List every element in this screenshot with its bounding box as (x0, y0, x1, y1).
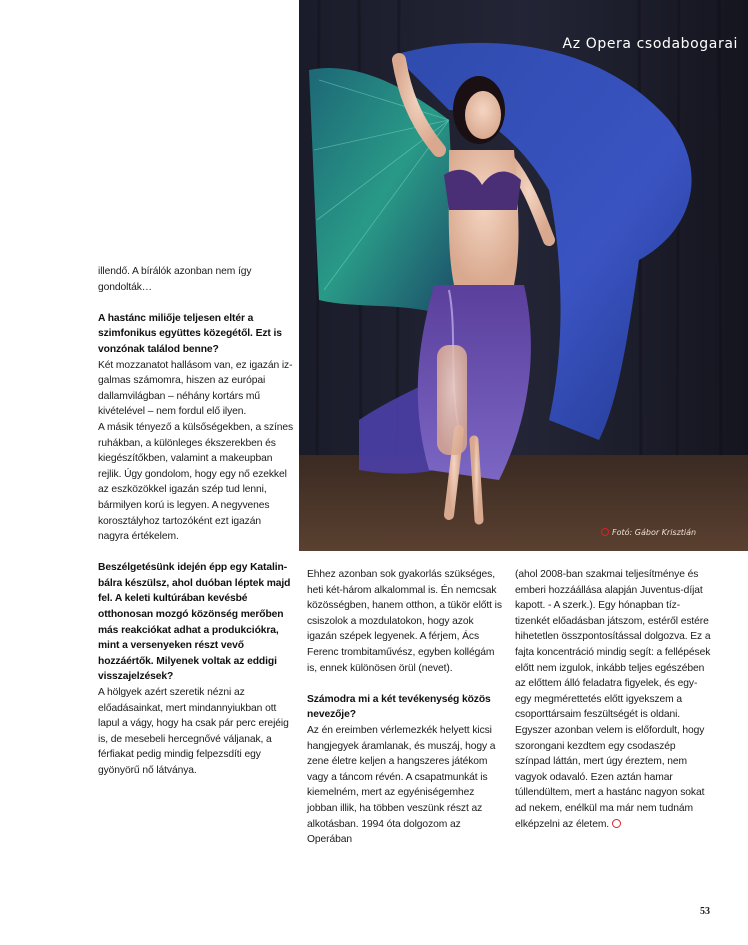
paragraph: A másik tényező a külsőségekben, a színes ruhákban, a különleges ékszerekben és kiegészítőkben, valamint a makeupban rejlik. Úgy gondolom, hogy egy nő ezekkel az eszközökkel igazán szép tud lenni, bármilyen korú is legyen. A negyvenes korosztályhoz tartozóként ezt igazán nagyra értékelem. (98, 421, 294, 543)
paragraph-gap (98, 295, 294, 311)
paragraph-gap (307, 676, 503, 692)
photo-credit (601, 528, 696, 537)
paragraph: Az én ereimben vérlemezkék helyett kicsi hangjegyek áramlanak, és muszáj, hogy a zene életre keljen a hangszeres játékom vagy a táncom révén. A csapatmunkát is kiemelném, mert az egyéniségemhez jobban illik, ha többen veszünk részt az alkotásban. 1994 óta dolgozom az Operában (307, 724, 496, 846)
interview-question: A hastánc miliője teljesen eltér a szimfonikus együttes közegétől. Ezt is vonzónak találod benne? (98, 312, 282, 355)
paragraph: illendő. A bírálók azonban nem így gondolták… (98, 266, 252, 293)
paragraph: (ahol 2008-ban szakmai teljesítménye és emberi hozzáállása alapján Juventus-díjat kapott. - A szerk.). Egy hónapban tíz-tizenkét előadásban játszom, estéről estére hihetetlen összpontosítással dolgozva. Ez a fajta koncentráció mindig segít: a fellépések előtt nem izgulok, inkább teljes egészében az előttem álló feladatra figyelek, és egy-egy megmérettetés előtt igyekszem a csoporttársaim feszültségét is oldani. Egyszer azonban velem is előfordult, hogy szorongani kezdtem egy csodaszép színpad láttán, mert úgy éreztem, nem vagyok odavaló. Ezen aztán hamar túllendültem, mert a hastánc nagyon sokat ad nekem, enélkül ma már nem tudnám elképzelni az életem. (515, 569, 711, 830)
photo (299, 0, 748, 551)
photo-credit-text: Fotó: Gábor Krisztián (612, 528, 697, 537)
page-number: 53 (700, 906, 710, 917)
article-column-3 (515, 567, 711, 832)
interview-question: Beszélgetésünk idején épp egy Katalin-bálra készülsz, ahol duóban léptek majd fel. A keleti kultúrában kevésbé otthonosan mozgó közönség merőben más reakciókat adhat a produkciókra, mint a versenyeken részt vevő hozzáértők. Milyenek voltak az eddigi visszajelzések? (98, 562, 291, 683)
article-column-2 (307, 567, 503, 848)
paragraph: A hölgyek azért szeretik nézni az előadásainkat, mert mindannyiukban ott lapul a vágy, hogy ha csak pár perc erejéig is, de mesebeli hercegnővé váljanak, a férfiakat pedig mindig felpezsdíti egy gyönyörű nő látványa. (98, 687, 289, 776)
dancer-photo-illustration (299, 0, 748, 551)
paragraph: Két mozzanatot hallásom van, ez igazán iz- galmas számomra, hiszen az európai dallamvilágban – néhány kortárs mű kivételével – nem fordul elő ilyen. (98, 359, 293, 418)
interview-question: Számodra mi a két tevékenység közös nevezője? (307, 693, 491, 721)
header-title: Az Opera csodabogarai (562, 36, 738, 52)
end-mark-icon (612, 819, 621, 828)
credit-dot-icon (601, 528, 609, 536)
paragraph-gap (98, 545, 294, 561)
paragraph: Ehhez azonban sok gyakorlás szükséges, heti két-három alkalommal is. Én nemcsak közösségben, hanem otthon, a tükör előtt is csiszolok a mozdulatokon, hogy azok igazán szépek legyenek. A férjem, Ács Ferenc trombitaművész, egyben kollégám is, ennek különösen örül (nevet). (307, 569, 502, 674)
article-column-1 (98, 264, 294, 779)
